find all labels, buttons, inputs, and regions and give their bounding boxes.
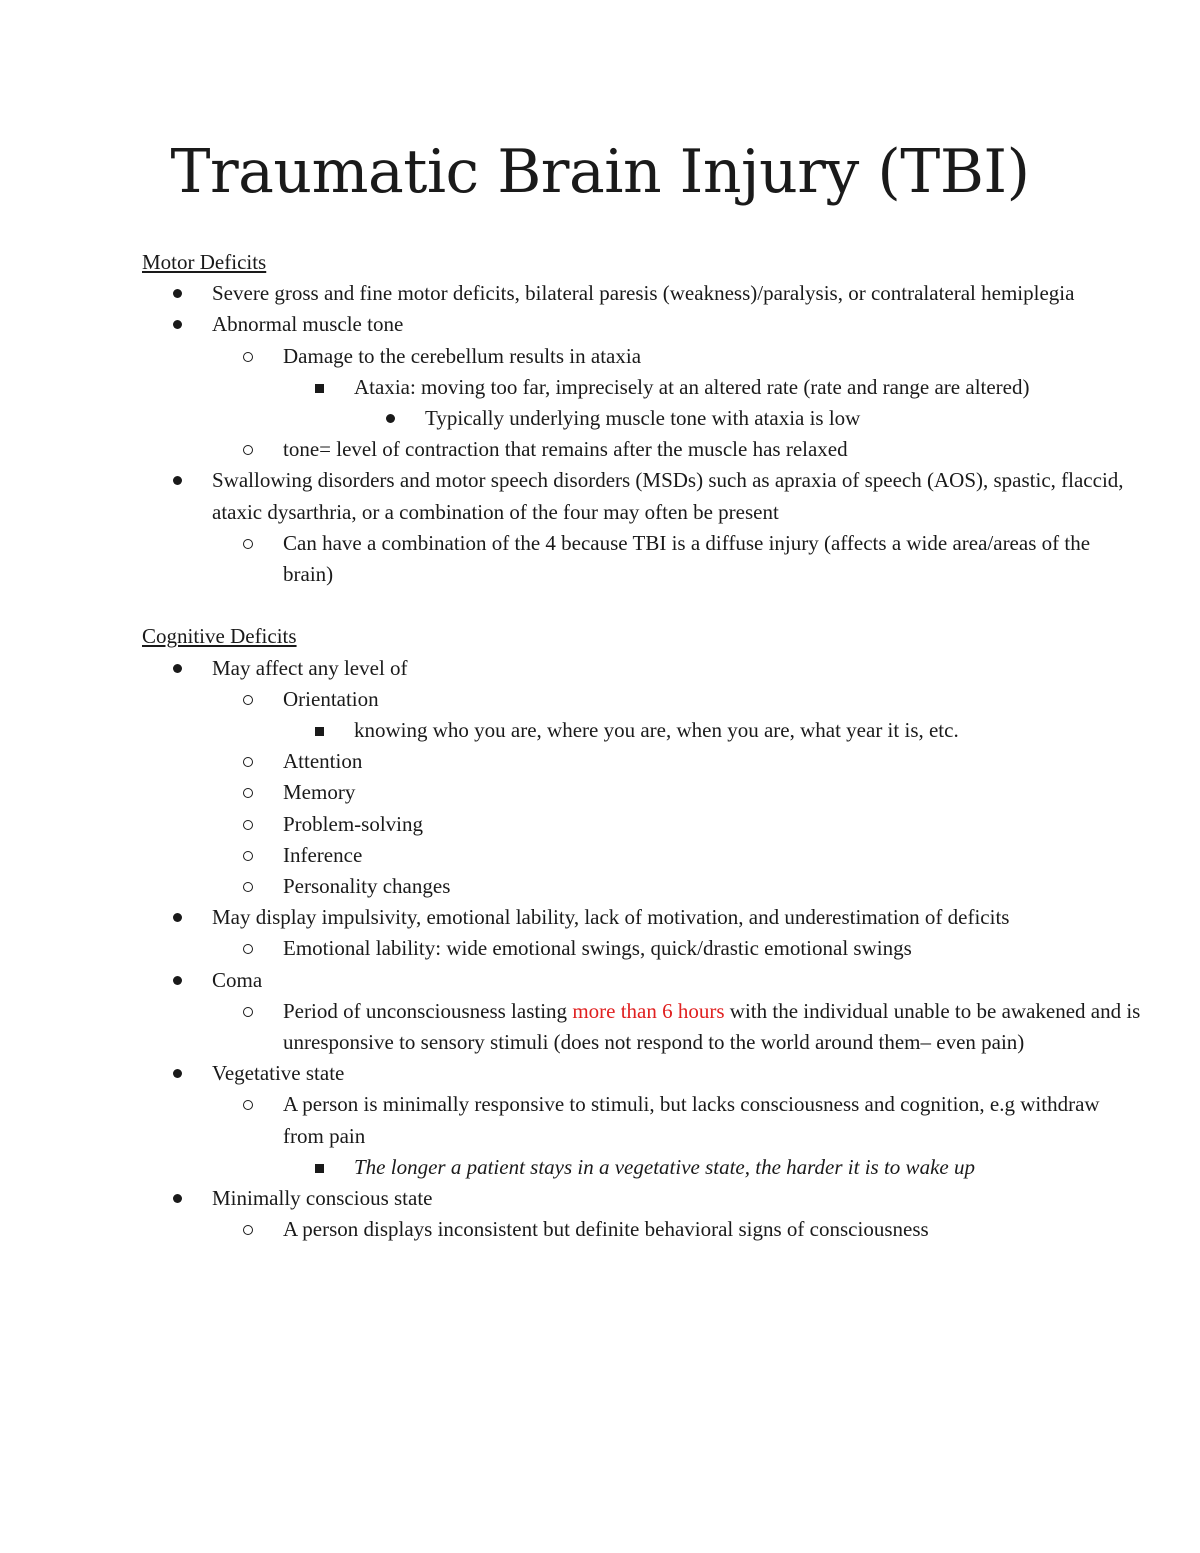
list-item: Can have a combination of the 4 because TBI is a diffuse injury (affects a wide area/areas of the brain)	[283, 528, 1142, 590]
circle-bullet-icon	[243, 788, 253, 798]
list-item: Damage to the cerebellum results in ataxia Ataxia: moving too far, imprecisely at an altered rate (rate and range are altered) Typically underlying muscle tone with ataxia is low	[283, 341, 1142, 435]
sublist	[212, 933, 1142, 964]
emphasis-red-text: more than 6 hours	[572, 998, 725, 1023]
disc-bullet-icon	[173, 976, 182, 985]
list-item: Period of unconsciousness lasting more than 6 hours with the individual unable to be awakened and is unresponsive to sensory stimuli (does not respond to the world around them– even pain)	[283, 996, 1142, 1058]
circle-bullet-icon	[243, 820, 253, 830]
cognitive-list	[142, 653, 1142, 1246]
list-item: Problem-solving	[283, 809, 1142, 840]
list-item: Typically underlying muscle tone with ataxia is low	[425, 403, 1142, 434]
sublist	[212, 996, 1142, 1058]
circle-bullet-icon	[243, 695, 253, 705]
circle-bullet-icon	[243, 445, 253, 455]
sublist	[212, 684, 1142, 902]
sublist	[212, 528, 1142, 590]
disc-bullet-icon	[173, 476, 182, 485]
disc-bullet-icon	[386, 414, 395, 423]
list-item: A person is minimally responsive to stimuli, but lacks consciousness and cognition, e.g withdraw from pain The longer a patient stays in a vegetative state, the harder it is to wake up	[283, 1089, 1142, 1183]
list-item: Personality changes	[283, 871, 1142, 902]
motor-list	[142, 278, 1142, 590]
disc-bullet-icon	[173, 1069, 182, 1078]
circle-bullet-icon	[243, 352, 253, 362]
circle-bullet-icon	[243, 882, 253, 892]
list-item: Attention	[283, 746, 1142, 777]
circle-bullet-icon	[243, 944, 253, 954]
disc-bullet-icon	[173, 289, 182, 298]
disc-bullet-icon	[173, 1194, 182, 1203]
section-heading-cognitive: Cognitive Deficits	[142, 624, 297, 649]
disc-bullet-icon	[173, 913, 182, 922]
document-body	[142, 247, 1142, 1245]
sublist	[283, 715, 1142, 746]
circle-bullet-icon	[243, 539, 253, 549]
list-item: tone= level of contraction that remains after the muscle has relaxed	[283, 434, 1142, 465]
list-item: Severe gross and fine motor deficits, bilateral paresis (weakness)/paralysis, or contralateral hemiplegia	[212, 278, 1142, 309]
list-item: Minimally conscious state A person displays inconsistent but definite behavioral signs of consciousness	[212, 1183, 1142, 1245]
list-item: Vegetative state A person is minimally responsive to stimuli, but lacks consciousness and cognition, e.g withdraw from pain The longer a patient stays in a vegetative state, the harder it is to wake up	[212, 1058, 1142, 1183]
list-item: Inference	[283, 840, 1142, 871]
sublist	[354, 403, 1142, 434]
list-item: Ataxia: moving too far, imprecisely at an altered rate (rate and range are altered) Typically underlying muscle tone with ataxia is low	[354, 372, 1142, 434]
sublist	[212, 1214, 1142, 1245]
disc-bullet-icon	[173, 664, 182, 673]
section-spacer	[142, 590, 1142, 621]
sublist	[283, 1152, 1142, 1183]
list-item: Swallowing disorders and motor speech disorders (MSDs) such as apraxia of speech (AOS), spastic, flaccid, ataxic dysarthria, or a combination of the four may often be present Can have a combination of the 4 because TBI is a diffuse injury (affects a wide area/areas of the brain)	[212, 465, 1142, 590]
circle-bullet-icon	[243, 1007, 253, 1017]
list-item: Memory	[283, 777, 1142, 808]
italic-note: The longer a patient stays in a vegetative state, the harder it is to wake up	[354, 1154, 975, 1179]
disc-bullet-icon	[173, 320, 182, 329]
sublist	[212, 1089, 1142, 1183]
list-item: A person displays inconsistent but definite behavioral signs of consciousness	[283, 1214, 1142, 1245]
circle-bullet-icon	[243, 757, 253, 767]
circle-bullet-icon	[243, 851, 253, 861]
circle-bullet-icon	[243, 1100, 253, 1110]
square-bullet-icon	[315, 384, 324, 393]
list-item: knowing who you are, where you are, when you are, what year it is, etc.	[354, 715, 1142, 746]
square-bullet-icon	[315, 1164, 324, 1173]
list-item: Emotional lability: wide emotional swings, quick/drastic emotional swings	[283, 933, 1142, 964]
list-item: Coma Period of unconsciousness lasting more than 6 hours with the individual unable to be awakened and is unresponsive to sensory stimuli (does not respond to the world around them– even pain)	[212, 965, 1142, 1059]
list-item: May affect any level of Orientation knowing who you are, where you are, when you are, what year it is, etc. Attention Memory Problem-solving Inference Personality changes	[212, 653, 1142, 903]
square-bullet-icon	[315, 727, 324, 736]
page-title: Traumatic Brain Injury (TBI)	[170, 137, 1030, 207]
sublist	[283, 372, 1142, 434]
list-item	[354, 1152, 1142, 1183]
sublist	[212, 341, 1142, 466]
list-item: Abnormal muscle tone Damage to the cerebellum results in ataxia Ataxia: moving too far, imprecisely at an altered rate (rate and range are altered) Typically underlying muscle tone with ataxia is low tone= level of contraction that remains after the muscle has relaxed	[212, 309, 1142, 465]
list-item: May display impulsivity, emotional lability, lack of motivation, and underestimation of deficits Emotional lability: wide emotional swings, quick/drastic emotional swings	[212, 902, 1142, 964]
circle-bullet-icon	[243, 1225, 253, 1235]
list-item: Orientation knowing who you are, where you are, when you are, what year it is, etc.	[283, 684, 1142, 746]
section-heading-motor: Motor Deficits	[142, 250, 267, 274]
